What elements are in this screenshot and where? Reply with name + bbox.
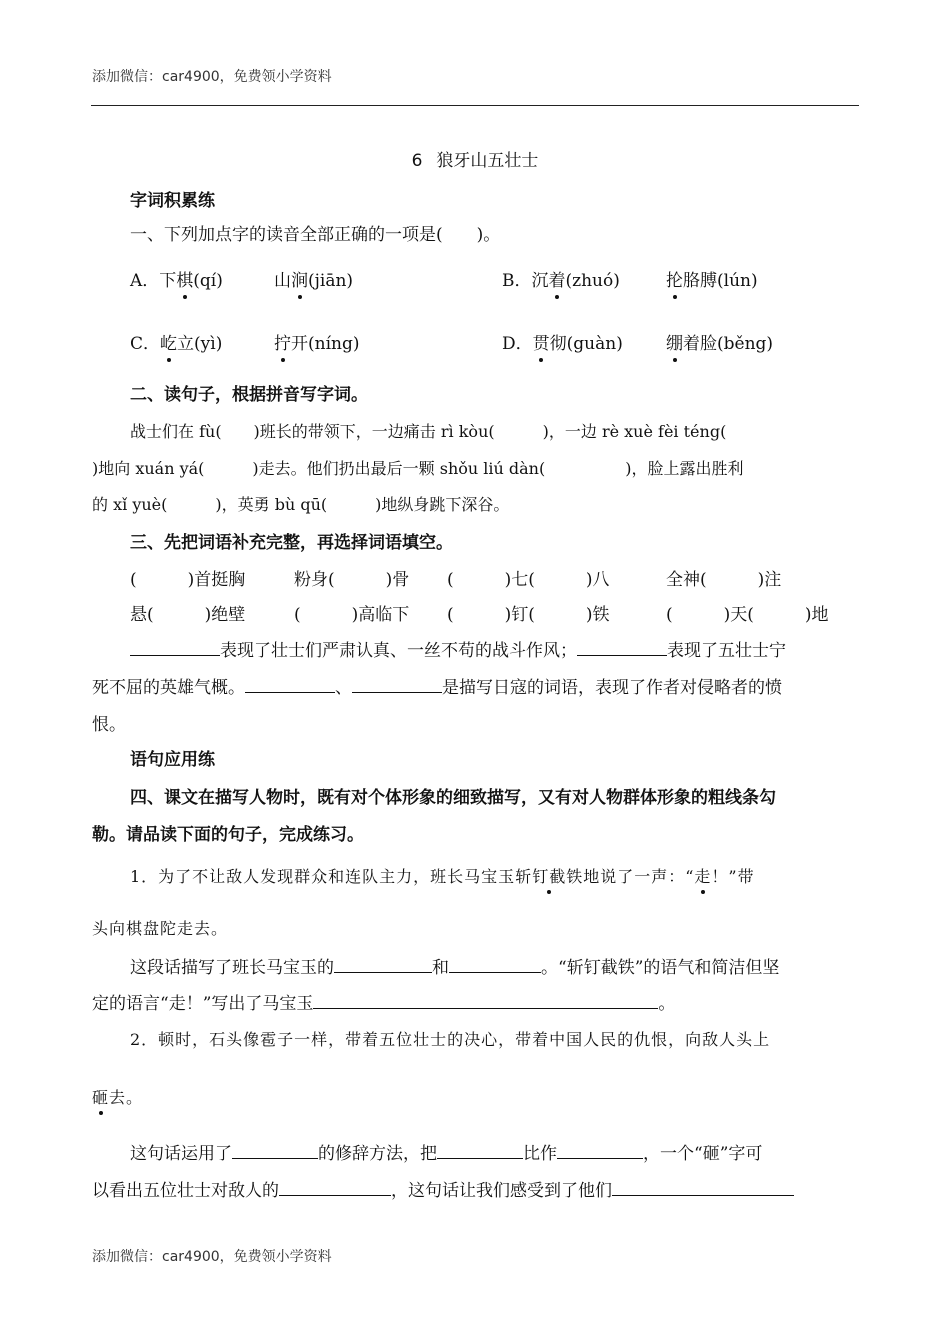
- pinyin-line-2: )地向 xuán yá( )走去。他们扔出最后一颗 shǒu liú dàn( )，脸上露出胜利: [92, 459, 744, 478]
- answer-1-line-2: 定的语言“走！”写出了马宝玉 。: [92, 994, 676, 1014]
- idiom-5: 悬( )绝壁: [130, 605, 246, 625]
- answer-blank[interactable]: [557, 1142, 643, 1159]
- idiom-4: 全神( )注: [666, 570, 782, 590]
- sentence-2-line-1: 2．顿时，石头像雹子一样，带着五位壮士的决心，带着中国人民的仇恨，向敌人头上: [130, 1030, 771, 1049]
- answer-blank[interactable]: [245, 676, 335, 693]
- option-c: C．屹立(yì): [130, 334, 223, 354]
- option-b-word2: 抡胳膊(lún): [666, 271, 758, 291]
- option-c-word2: 拧开(níng): [274, 334, 360, 354]
- fill-line-3: 恨。: [92, 715, 126, 735]
- answer-blank[interactable]: [279, 1179, 391, 1196]
- sentence-1-line-1: 1．为了不让敌人发现群众和连队主力，班长马宝玉斩钉截铁地说了一声：“走！”带: [130, 867, 755, 886]
- question-4-line-1: 四、课文在描写人物时，既有对个体形象的细致描写，又有对人物群体形象的粗线条勾: [130, 788, 776, 808]
- section-heading-vocab: 字词积累练: [130, 191, 215, 211]
- answer-1-line-1: 这段话描写了班长马宝玉的 和 。“斩钉截铁”的语气和简洁但坚: [130, 958, 780, 978]
- question-4-line-2: 勒。请品读下面的句子，完成练习。: [92, 825, 364, 845]
- answer-blank[interactable]: [352, 676, 442, 693]
- answer-blank[interactable]: [334, 956, 432, 973]
- option-b: B．沉着(zhuó): [502, 271, 620, 291]
- fill-line-1: 表现了壮士们严肃认真、一丝不苟的战斗作风； 表现了五壮士宁: [130, 636, 860, 661]
- answer-blank[interactable]: [577, 639, 667, 656]
- answer-blank[interactable]: [130, 639, 220, 656]
- header-watermark: 添加微信：car4900，免费领小学资料: [92, 69, 332, 85]
- answer-blank[interactable]: [437, 1142, 523, 1159]
- fill-line-2: 死不屈的英雄气概。 、 是描写日寇的词语，表现了作者对侵略者的愤: [92, 678, 782, 698]
- sentence-2-line-2: 砸去。: [92, 1088, 144, 1107]
- option-a: A．下棋(qí): [130, 271, 223, 291]
- idiom-6: ( )高临下: [294, 605, 410, 625]
- section-heading-pinyin: 二、读句子，根据拼音写字词。: [130, 385, 368, 405]
- sentence-1-line-2: 头向棋盘陀走去。: [92, 919, 229, 938]
- lesson-number: 6: [411, 151, 423, 171]
- section-heading-sentences: 语句应用练: [130, 750, 215, 770]
- answer-blank[interactable]: [313, 992, 658, 1009]
- question-1: 一、下列加点字的读音全部正确的一项是( )。: [130, 225, 501, 245]
- option-d-word2: 绷着脸(běng): [666, 334, 774, 354]
- idiom-3: ( )七( )八: [447, 570, 610, 590]
- pinyin-line-3: 的 xǐ yuè( )，英勇 bù qū( )地纵身跳下深谷。: [92, 495, 510, 514]
- option-d: D．贯彻(guàn): [502, 334, 623, 354]
- answer-2-line-1: 这句话运用了 的修辞方法，把 比作 ，一个“砸”字可: [130, 1144, 763, 1164]
- answer-blank[interactable]: [232, 1142, 318, 1159]
- answer-2-line-2: 以看出五位壮士对敌人的 ，这句话让我们感受到了他们: [92, 1176, 860, 1201]
- lesson-title: 狼牙山五壮士: [436, 151, 539, 171]
- section-heading-idioms: 三、先把词语补充完整，再选择词语填空。: [130, 533, 453, 553]
- option-a-word2: 山涧(jiān): [274, 271, 354, 291]
- header-divider: [91, 105, 859, 106]
- idiom-8: ( )天( )地: [666, 605, 829, 625]
- pinyin-line-1: 战士们在 fù( )班长的带领下，一边痛击 rì kòu( )，一边 rè xuè fèi téng(: [130, 422, 727, 441]
- footer-watermark: 添加微信：car4900，免费领小学资料: [92, 1249, 332, 1265]
- answer-blank[interactable]: [612, 1179, 794, 1196]
- idiom-1: ( )首挺胸: [130, 570, 246, 590]
- answer-blank[interactable]: [449, 956, 541, 973]
- idiom-7: ( )钉( )铁: [447, 605, 610, 625]
- page-title: [0, 146, 950, 171]
- idiom-2: 粉身( )骨: [294, 570, 410, 590]
